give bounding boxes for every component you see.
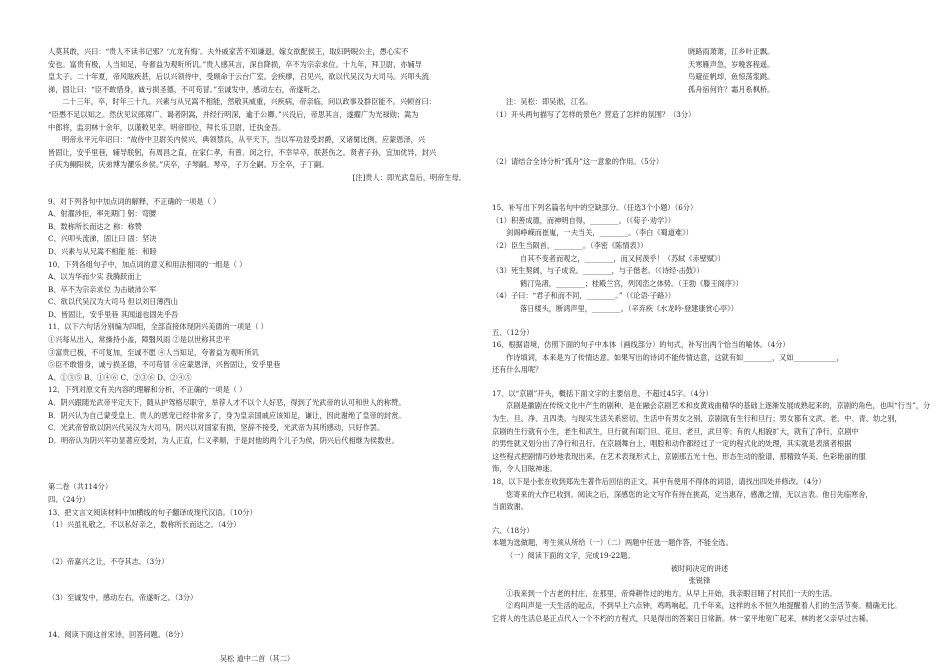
- question-16-stem: 16、根据语境，仿照下面的句子中本体（画线部分）的句式，补写出两个恰当的喻体。（4分）: [492, 340, 790, 350]
- question-16-tail: 还有什么用呢？: [492, 365, 543, 375]
- question-17-stem: 17、以“京剧”开头，概括下面文字的主要信息，不超过45字。（4分）: [492, 388, 713, 398]
- question-12-stem: 12、下列对原文有关内容的理解和分析，不正确的一项是（ ）: [48, 385, 247, 395]
- question-15-line: 鹤汀凫渚，________；桂殿兰宫，列冈峦之体势。（王勃《滕王阁序》）: [520, 278, 743, 288]
- question-11-item: ①兴每从出入，常操持小盖，障翳风雨 ②是以世称其忠平: [48, 335, 230, 345]
- question-12-option: D．明帝认为阴兴军功显著应受封，为人正直，仁义孝顺，于是封他的两个儿子为侯，阴兴后代相继为侯数世。: [48, 435, 399, 445]
- section-four-heading: 四、（24分）: [48, 495, 90, 504]
- question-15-line: 自其不变者而观之，________，而又何羡乎！（苏轼《赤壁赋》）: [520, 253, 725, 263]
- question-9-option: A、射濯涉拒，率先期门 躬：弯腰: [48, 209, 157, 219]
- question-11-choices: A、①③⑤ B、①④⑥ C、②③⑥ D、②④⑤: [48, 372, 192, 382]
- question-14-stem: 14、阅读下面这首宋诗，回答问题。（8分）: [48, 629, 188, 639]
- passage-note: [注]贵人：即光武皇后，明帝生母。: [352, 172, 466, 182]
- question-9-stem: 9、对下列各句中加点词的解释，不正确的一项是（ ）: [48, 196, 221, 206]
- question-17-body: 饰，令人目眩神迷。: [492, 464, 557, 474]
- question-13-item: （2）帝嘉兴之让，不夺其志。（3分）: [48, 556, 169, 566]
- question-11-stem: 11、以下六句话分别编为四组，全部直接体现阴兴美德的一项是（ ）: [48, 322, 268, 332]
- essay-paragraph: ①我来到一个古老的村庄，在那里，帝舜耕作过的地方。从早上开始，我亲眼目睹了村民们一天的生活。: [506, 588, 837, 598]
- poem-line: 天寒雁声急，岁晚客程遥。: [688, 59, 775, 69]
- poem-line: 鸟避征帆却，鱼惊荡浆跳。: [688, 72, 775, 82]
- question-10-option: D、皆固让，安乎里巷 其闻道也固先乎吾: [48, 309, 179, 319]
- question-17-body: 为生、旦、净、丑四类，与现实生活关系密切。生活中有男女之别，京剧就有生行和旦行；男女都有文武、老、中、青、幼之别，: [492, 414, 902, 424]
- question-17-body: 京剧的生行就有小生，老生和武生，旦行就有闺门旦、花旦、老旦，武旦等；有的人相貌扩大，就有了净行，京剧中: [492, 426, 859, 436]
- passage-line: 安也。富贵有极，人当知足，夸奢益为观听所讥。”贵人感其言，深自降损，卒不为宗亲求位。十九年，拜卫尉，亦辅导: [48, 59, 422, 69]
- poem-line: 孤舟宿何许？霜月系枫桥。: [688, 84, 775, 94]
- question-11-item: ③富贵已极，不可复加，至诚不愿 ④人当知足，夸奢益为观听所讥: [48, 347, 259, 357]
- passage-line: 人莫其敢，兴曰：“贵人不读书记邪？‘亢龙有悔’。夫外戚家苦不知谦退，嫁女欲配侯王，取妇眄睨公主，愚心实不: [48, 47, 409, 56]
- section-six-intro: 本题为选做题，考生须从所给（一）（二）两题中任选一题作答，不能全选。: [492, 538, 733, 548]
- question-10-option: B、卒不为宗亲求位 为击破沛公军: [48, 284, 157, 294]
- question-10-option: C、欲以代吴汉为大司马 但以刘日薄西山: [48, 297, 178, 307]
- question-13-stem: 13、把文言文阅读材料中加横线的句子翻译成现代汉语。（10分）: [48, 507, 257, 517]
- question-17-body: 的男性就又划分出了净行和丑行。在京剧舞台上，唱腔和动作都经过了一定的程式化的处理，其实就是表演者根据: [492, 439, 852, 449]
- section-six-intro: （一）阅读下面的文字，完成19-22题。: [506, 551, 635, 560]
- essay-title: 被时间决定的讲述: [670, 563, 729, 573]
- question-13-item: （1）兴虽礼敬之，不以私好亲之，数称所长而达之。（4分）: [48, 520, 241, 530]
- question-10-stem: 10、下列各组句子中，加点词的意义和用法相同的一组是（ ）: [48, 259, 247, 269]
- essay-author: 张锐锋: [688, 576, 711, 586]
- section-six-heading: 六、（18分）: [492, 525, 534, 535]
- poem-title: 吴松 道中二首（其二）: [219, 653, 295, 663]
- question-15-line: （3）死生契阔，与子成说。________，与子偕老。（《诗经·击鼓》）: [492, 266, 704, 276]
- passage-line: 二十三年，卒，时年三十九。兴素与从兄嵩不相能，然敬其威重，兴疾病，帝亲临，问以政事及群臣能不。兴顿首曰：: [62, 97, 436, 107]
- question-12-option: C．光武帝曾欲以阴兴代吴汉为大司马，阴兴以对国家有损，坚辞不接受，光武帝为其所感动，只好作罢。: [48, 423, 385, 433]
- question-9-option: C、兴叩头流涕，固让曰 固：坚决: [48, 234, 157, 244]
- passage-line: “臣愚不足以知之。然伏见议郎席广、谒者阴嵩，并经行明深，逾于公卿。”兴没后，帝思其言，遂擢广为光禄勋；嵩为: [48, 109, 419, 119]
- part-two-heading: 第二卷（共114分）: [48, 482, 113, 492]
- question-15-line: （1）积善成德，而神明自得，________。（《荀子·劝学》）: [492, 215, 675, 225]
- passage-line: 明帝永平元年诏曰：“故侍中卫尉关内侯兴，典领禁兵，从平天下，当以军功显受封爵，又诸舅比例，应蒙恩泽，兴: [62, 135, 426, 145]
- passage-line: 中郎将，监羽林十余年，以谨敕见幸。明帝即位，拜长乐卫尉，迁执金吾。: [48, 122, 286, 132]
- question-15-stem: 15、补写出下列名篇名句中的空缺部分。（任选3个小题）（6分）: [492, 203, 698, 213]
- question-13-item: （3）至诚发中，感动左右，帝遂听之。（3分）: [48, 593, 198, 603]
- question-15-line: 落日楼头，断鸿声里，________。（辛弃疾《水龙吟·登建康赏心亭》）: [520, 303, 738, 313]
- question-11-item: ⑤臣不敢惜身，诚亏损圣德，不可苟冒 ⑥应蒙恩泽，兴皆固让，安乎里巷: [48, 360, 281, 370]
- right-column: [492, 46, 931, 626]
- question-14-item: （1）开头两句描写了怎样的景色？营造了怎样的氛围？（3分）: [492, 109, 696, 119]
- question-9-option: D、兴素与从兄嵩不相能 能：和睦: [48, 246, 157, 256]
- question-18-body: 您寄来的大作已收到。阅读之后，深感您的论文写作有待在挑高，定当惠存，感激之情，无以言表。他日先临寒舍，: [506, 489, 873, 499]
- question-14-item: （2）请结合全诗分析“孤舟”这一意象的作用。（5分）: [492, 156, 664, 166]
- question-18-body: 当面致谢。: [492, 502, 528, 512]
- question-12-option: B．阴兴认为自己蒙受皇上、贵人的恩宠已经非常多了，身为皇亲国戚应该知足，谦让，因此谢绝了皇帝的封赏。: [48, 410, 406, 420]
- question-9-option: B、数称所长而达之 称：称赞: [48, 221, 142, 231]
- poem-line: 晓路雨萧萧，江乡叶正飘。: [688, 47, 775, 56]
- question-16-body: 作诗填词，本来是为了传情达意。如果写出的诗词不能传情达意，这就有如________，又如____________，: [506, 352, 844, 362]
- section-five-heading: 五、（12分）: [492, 327, 534, 337]
- question-18-stem: 18、以下是小张在收到郑先生著作后回信的正文，其中有使用不得体的词语，请找出四处并修改。（4分）: [492, 477, 826, 487]
- essay-paragraph: 它将人的生活总是正点代入一个不朽的方程式，只是得出的答案日日常新。林一家平地宽广起来，林的老父亲早过古稀。: [492, 613, 873, 623]
- passage-line: 皆固让，安乎里巷，辅导朕躬，有周昌之直，在家仁孝，有曾、闵之行，不幸早卒，朕甚伤之。贤者子孙，宜加优异，封兴: [48, 147, 437, 157]
- question-12-option: A．阴兴跟随光武帝平定天下，随从护驾格尽职守，举荐人才不以个人好恶，得到了光武帝的认可和世人的称赞。: [48, 398, 406, 408]
- question-15-line: （4）子曰：“君子和而不同，________。”（《论语·子路》）: [492, 291, 676, 301]
- poem-note: 注：吴松：即吴淞，江名。: [506, 97, 593, 107]
- question-17-body: 京剧是徽剧在传统文化中产生的剧种，是在融会京剧艺术和皮黄戏曲精华的基础上逐渐发展成熟起来的，京剧的角色，也叫“行当”，分: [506, 401, 931, 411]
- question-15-line: （2）臣生当陨首，________。（李密《陈情表》）: [492, 240, 648, 250]
- question-10-option: A、以为华而少实 我腾跃而上: [48, 272, 142, 282]
- passage-line: 子庆为鲖阳侯，庆弟博为灈乐乡侯。”庆卒，子琴嗣。琴卒，子万全嗣。万全卒，子丁嗣。: [48, 160, 329, 170]
- question-17-body: 这些程式把剧情巧妙地表现出来。在艺术表现形式上，京剧那五光十色、形态生动的脸谱，那精致华美、色彩艳丽的服: [492, 451, 866, 461]
- essay-paragraph: ②鸡叫声是一天生活的起点，不到早上六点钟，鸡鸣响起，几千年来，这样的永不恒久地提醒着人们的生活节奏。精确无比。: [506, 601, 902, 611]
- passage-line: 皇太子。二十年夏，帝风眩疾甚，后以兴领侍中，受顾命于云台广室。会疾瘳，召见兴，欲以代吴汉为大司马。兴叩头流: [48, 72, 429, 82]
- passage-line: 涕，固让曰：“臣不敢惜身，诚亏损圣德，不可苟冒。”至诚发中，感动左右，帝遂听之。: [48, 84, 325, 94]
- question-15-line: 剑阁峥嵘而崔嵬，一夫当关，________。（李白《蜀道难》）: [506, 228, 693, 238]
- left-column: [48, 46, 466, 665]
